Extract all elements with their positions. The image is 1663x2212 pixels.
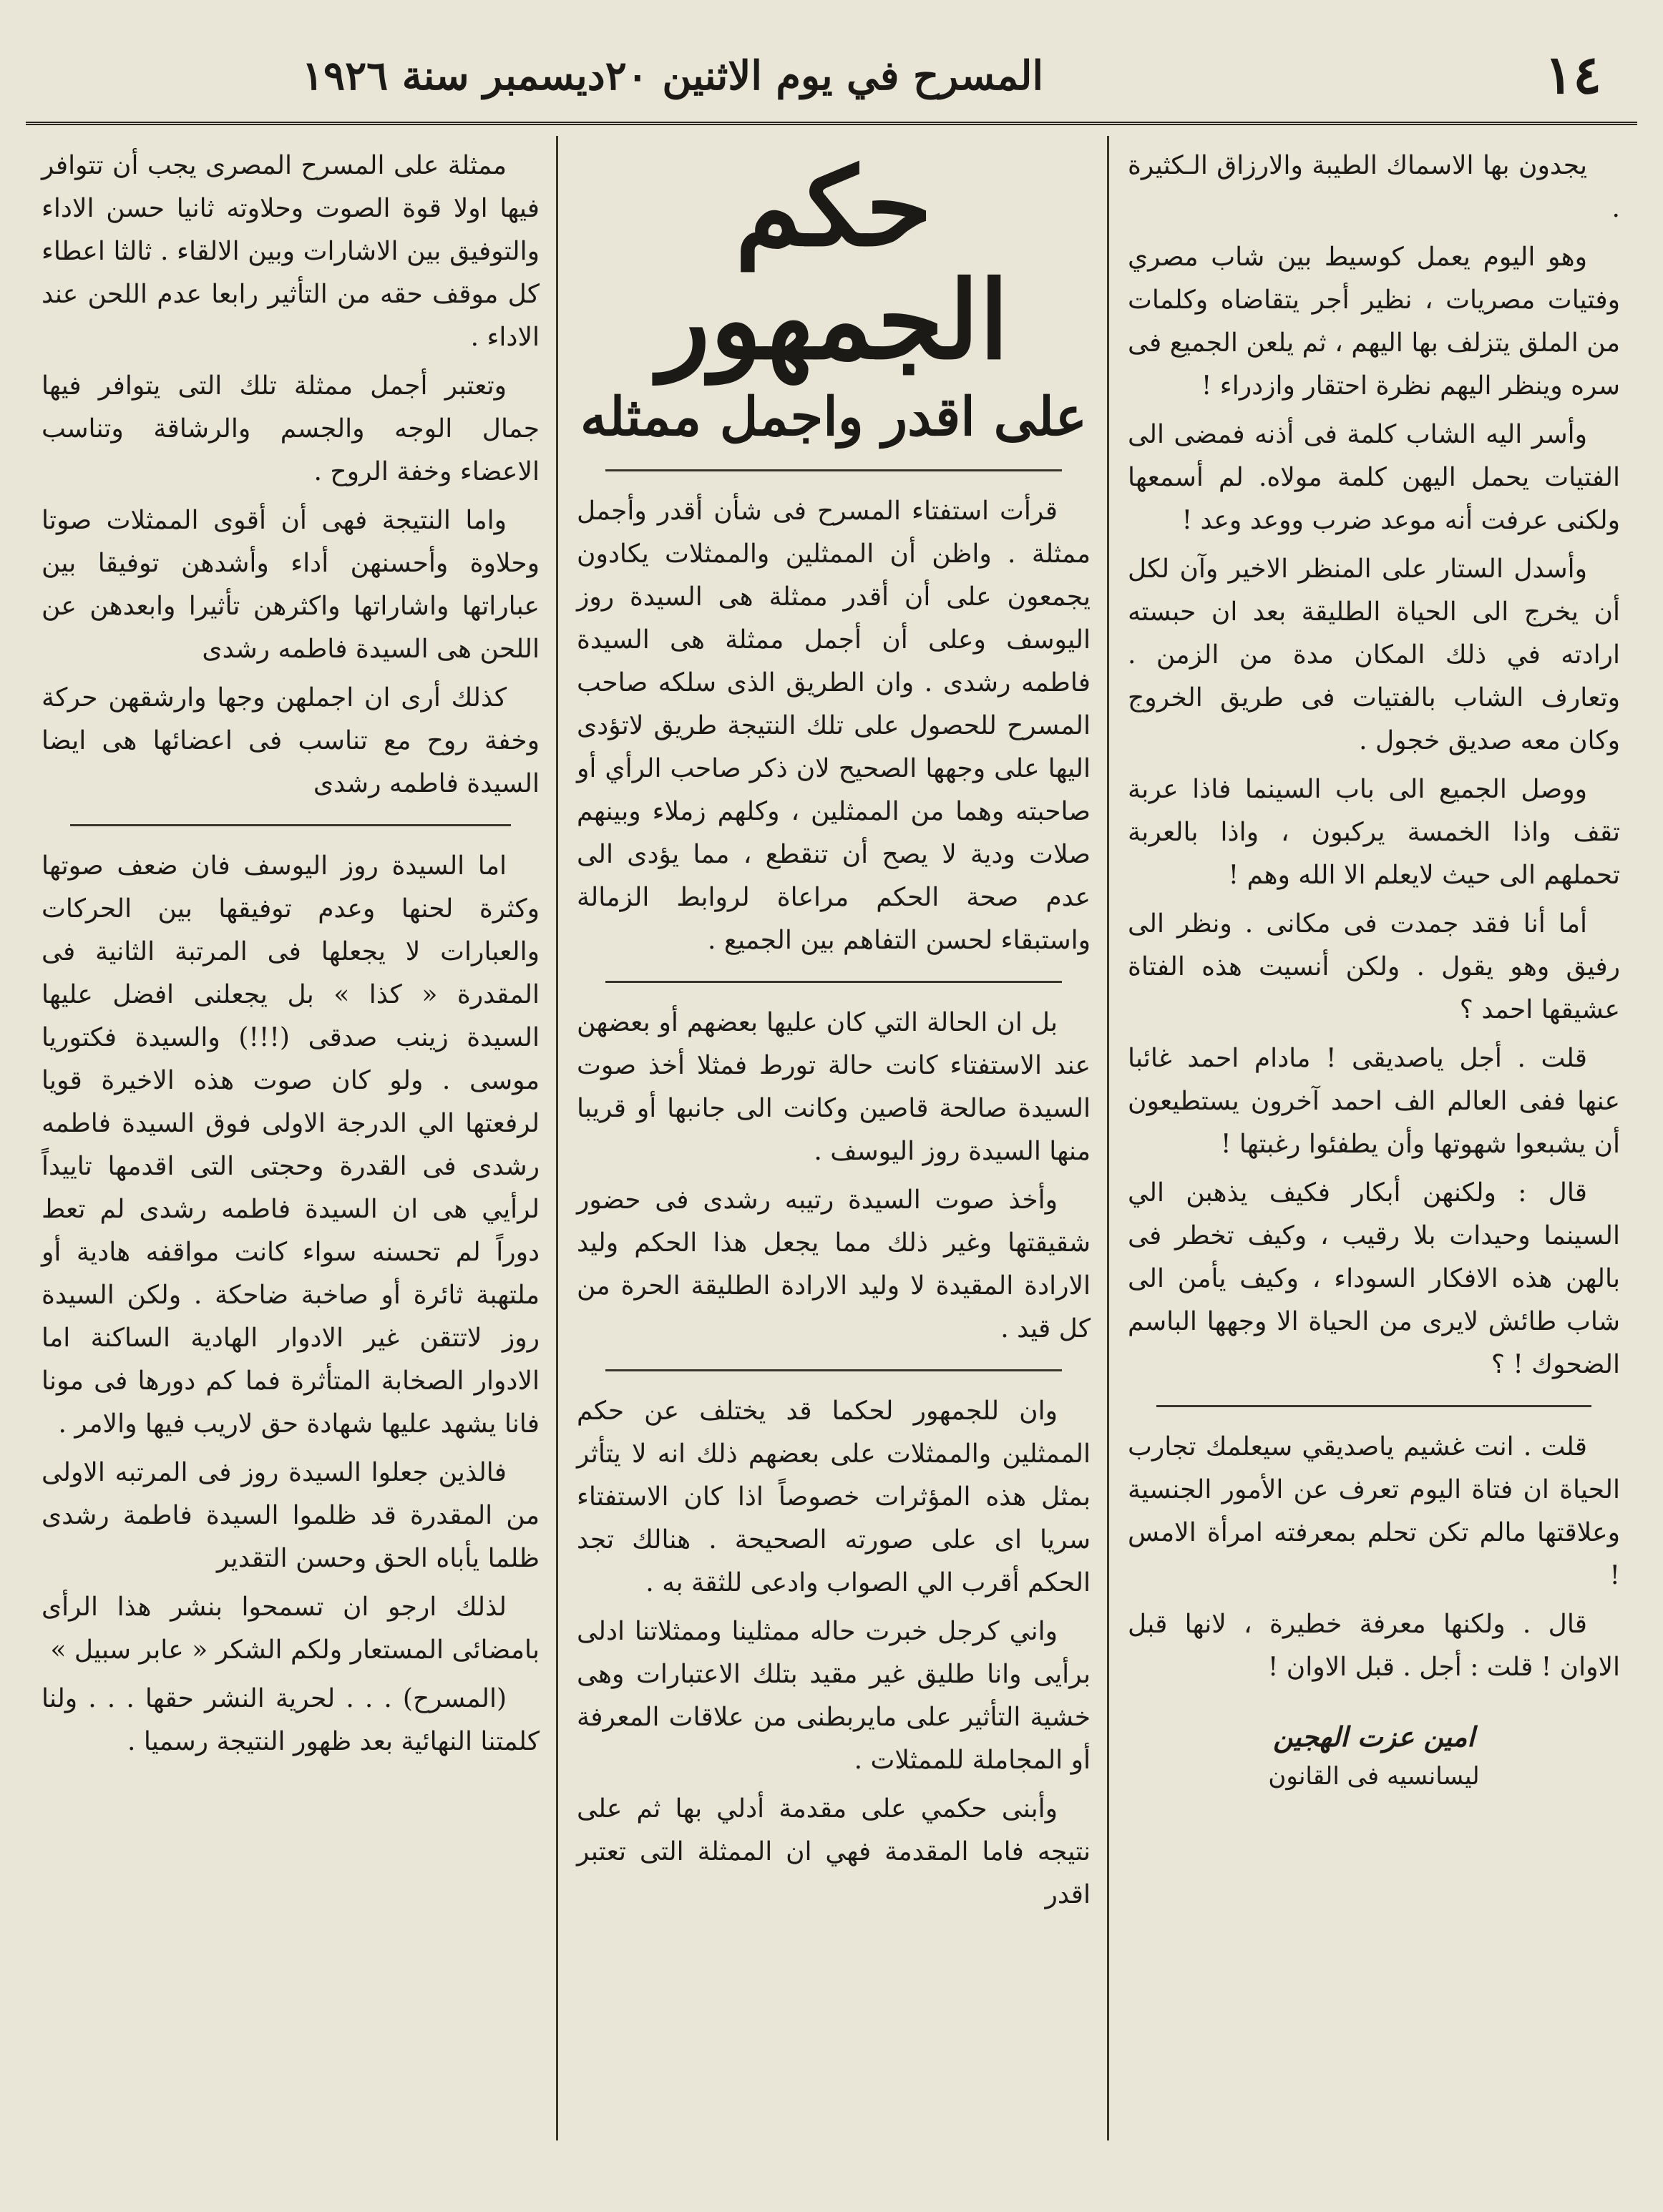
article-subheadline: على اقدر واجمل ممثله <box>580 386 1087 448</box>
article-paragraph: وأسر اليه الشاب كلمة فى أذنه فمضى الى الفتيات يحمل اليهن كلمة مولاه. لم أسمعها ولكنى عرفت أنه موعد ضرب ووعد وعد ! <box>1128 420 1620 535</box>
article-paragraph: واني كرجل خبرت حاله ممثلينا وممثلاتنا ادلى برأيى وانا طليق غير مقيد بتلك الاعتبارات وهى خشية التأثير على مايربطنى من علاقات المعرفة أو المجاملة للممثلات . <box>577 1616 1091 1775</box>
article-paragraph: كذلك أرى ان اجملهن وجها وارشقهن حركة وخفة روح مع تناسب فى اعضائها هى ايضا السيدة فاطمه رشدى <box>42 683 540 798</box>
author-title: ليسانسيه فى القانون <box>1268 1762 1480 1791</box>
right-column <box>1109 136 1639 2148</box>
article-paragraph: وأبنى حكمي على مقدمة أدلي بها ثم على نتيجه فاما المقدمة فهي ان الممثلة التى تعتبر اقدر <box>577 1793 1091 1909</box>
article-paragraph: بل ان الحالة التي كان عليها بعضهم أو بعضهن عند الاستفتاء كانت حالة تورط فمثلا أخذ صوت السيدة صالحة قاصين وكانت الى جانبها أو قريبا منها السيدة روز اليوسف . <box>577 1007 1091 1166</box>
author-signature: امين عزت الهجين <box>1273 1721 1475 1753</box>
page-number: ١٤ <box>1544 44 1601 106</box>
article-paragraph: قلت . انت غشيم ياصديقي سيعلمك تجارب الحياة ان فتاة اليوم تعرف عن الأمور الجنسية وعلاقتها مالم تكن تحلم بمعرفته امرأة الامس ! <box>1128 1432 1620 1590</box>
section-divider <box>605 469 1062 471</box>
article-paragraph: وان للجمهور لحكما قد يختلف عن حكم الممثلين والممثلات على بعضهم ذلك انه لا يتأثر بمثل هذه المؤثرات خصوصاً اذا كان الاستفتاء سريا اى على صورته الصحيحة . هنالك تجد الحكم أقرب الي الصواب وادعى للثقة به . <box>577 1396 1091 1597</box>
section-divider <box>1156 1405 1591 1407</box>
article-paragraph: قرأت استفتاء المسرح فى شأن أقدر وأجمل ممثلة . واظن أن الممثلين والممثلات يكادون يجمعون على أن أقدر ممثلة هى السيدة روز اليوسف وعلى أن أجمل ممثلة هى السيدة فاطمه رشدى . وان الطريق الذى سلكه صاحب المسرح للحصول على تلك النتيجة طريق لاتؤدى اليها على وجهها الصحيح لان ذكر صاحب الرأي أو صاحبته وهما من الممثلين ، وكلهم زملاء وبينهم صلات ودية لا يصح أن تنقطع ، مما يؤدى الى عدم صحة الحكم مراعاة لروابط الزمالة واستبقاء لحسن التفاهم بين الجميع . <box>577 496 1091 955</box>
article-paragraph: وهو اليوم يعمل كوسيط بين شاب مصري وفتيات مصريات ، نظير أجر يتقاضاه وكلمات من الملق يتزلف بها اليهم ، ثم يلعن الجميع فى سره وينظر اليهم نظرة احتقار وازدراء ! <box>1128 243 1620 401</box>
article-headline: حكم الجمهور <box>658 145 1009 383</box>
article-paragraph: قال : ولكنهن أبكار فكيف يذهبن الي السينما وحيدات بلا رقيب ، وكيف تخطر فى بالهن هذه الافكار السوداء ، وكيف يأمن الى شاب طائش لايرى من الحياة الا وجهها الباسم الضحوك ! ؟ <box>1128 1178 1620 1379</box>
header-title: المسرح في يوم الاثنين ٢٠ديسمبر سنة ١٩٢٦ <box>301 52 1043 99</box>
article-paragraph: ممثلة على المسرح المصرى يجب أن تتوافر فيها اولا قوة الصوت وحلاوته ثانيا حسن الاداء والتوفيق بين الاشارات وبين الالقاء . ثالثا اعطاء كل موقف حقه من التأثير رابعا عدم اللحن عند الاداء . <box>42 151 540 352</box>
article-paragraph: فالذين جعلوا السيدة روز فى المرتبه الاولى من المقدرة قد ظلموا السيدة فاطمة رشدى ظلما يأباه الحق وحسن التقدير <box>42 1458 540 1573</box>
middle-column <box>558 136 1109 2148</box>
article-paragraph: قلت . أجل ياصديقى ! مادام احمد غائبا عنها ففى العالم الف احمد آخرون يستطيعون أن يشبعوا شهوتها وأن يطفئوا رغبتها ! <box>1128 1044 1620 1159</box>
page-header <box>26 36 1637 125</box>
article-paragraph: وأخذ صوت السيدة رتيبه رشدى فى حضور شقيقتها وغير ذلك مما يجعل هذا الحكم وليد الارادة المقيدة لا وليد الارادة الطليقة الحرة من كل قيد . <box>577 1185 1091 1344</box>
left-column <box>23 136 558 2148</box>
article-paragraph: واما النتيجة فهى أن أقوى الممثلات صوتا وحلاوة وأحسنهن أداء وأشدهن توفيقا بين عباراتها واشاراتها واكثرهن تأثيرا وابعدهن عن اللحن هى السيدة فاطمه رشدى <box>42 506 540 664</box>
article-paragraph: (المسرح) . . . لحرية النشر حقها . . . ولنا كلمتنا النهائية بعد ظهور النتيجة رسميا . <box>42 1684 540 1756</box>
article-paragraph: قال . ولكنها معرفة خطيرة ، لانها قبل الاوان ! قلت : أجل . قبل الاوان ! <box>1128 1610 1620 1682</box>
section-divider <box>605 981 1062 983</box>
section-divider <box>70 824 511 826</box>
article-paragraph: ووصل الجميع الى باب السينما فاذا عربة تقف واذا الخمسة يركبون ، واذا بالعربة تحملهم الى حيث لايعلم الا الله وهم ! <box>1128 775 1620 890</box>
article-paragraph: وأسدل الستار على المنظر الاخير وآن لكل أن يخرج الى الحياة الطليقة بعد ان حبسته ارادته في ذلك المكان مدة من الزمن . وتعارف الشاب بالفتيات فى طريق الخروج وكان معه صديق خجول . <box>1128 554 1620 755</box>
article-paragraph: يجدون بها الاسماك الطيبة والارزاق الـكثيرة . <box>1128 151 1620 223</box>
article-paragraph: لذلك ارجو ان تسمحوا بنشر هذا الرأى بامضائى المستعار ولكم الشكر « عابر سبيل » <box>42 1592 540 1665</box>
article-paragraph: أما أنا فقد جمدت فى مكانى . ونظر الى رفيق وهو يقول . ولكن أنسيت هذه الفتاة عشيقها احمد ؟ <box>1128 909 1620 1024</box>
article-paragraph: وتعتبر أجمل ممثلة تلك التى يتوافر فيها جمال الوجه والجسم والرشاقة وتناسب الاعضاء وخفة الروح . <box>42 371 540 486</box>
article-paragraph: اما السيدة روز اليوسف فان ضعف صوتها وكثرة لحنها وعدم توفيقها بين الحركات والعبارات لا يجعلها فى المرتبة الثانية فى المقدرة « كذا » بل يجعلنى افضل عليها السيدة زينب صدقى (!!!) والسيدة فكتوريا موسى . ولو كان صوت هذه الاخيرة قويا لرفعتها الي الدرجة الاولى فوق السيدة فاطمه رشدى فى القدرة وحجتى التى اقدمها تاييداً لرأيي هى ان السيدة فاطمه رشدى لم تعط دوراً لم تحسنه سواء كانت مواقفه هادية أو ملتهبة ثائرة أو صاخبة ضاحكة . ولكن السيدة روز لاتتقن غير الادوار الهادية الساكنة اما الادوار الصخابة المتأثرة فما كم دورها فى مونا فانا يشهد عليها شهادة حق لاريب فيها والامر . <box>42 851 540 1439</box>
section-divider <box>605 1369 1062 1371</box>
